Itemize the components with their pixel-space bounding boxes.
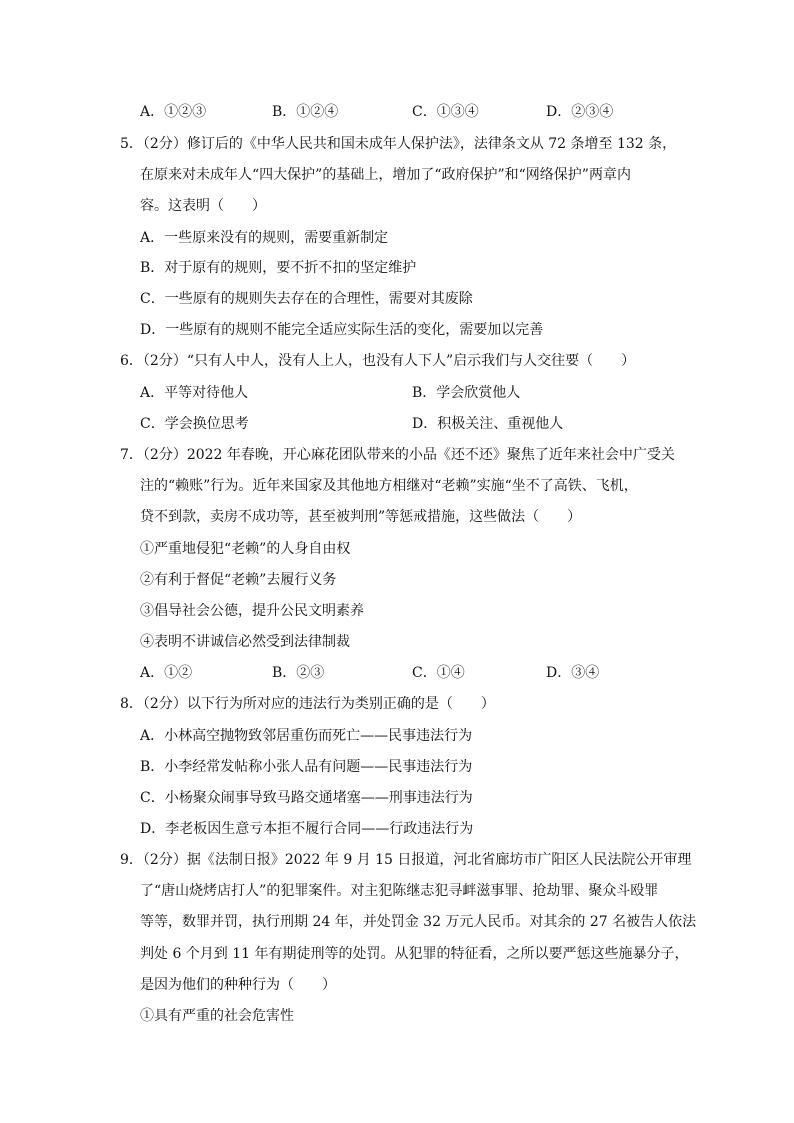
q8-option-b[interactable]: B．小李经常发帖称小张人品有问题——民事违法行为	[140, 759, 473, 775]
q9-stem-line-1: 9．（2分）据《法制日报》2022 年 9 月 15 日报道，河北省廊坊市广阳区人民法院公开审理	[120, 852, 692, 868]
q5-option-b[interactable]: B．对于原有的规则，要不折不扣的坚定维护	[140, 260, 417, 276]
q6-option-a[interactable]: A．平等对待他人	[140, 385, 249, 401]
q8-option-c[interactable]: C．小杨聚众闹事导致马路交通堵塞——刑事违法行为	[140, 790, 473, 806]
q6-option-d[interactable]: D．积极关注、重视他人	[412, 416, 564, 432]
q4-option-b[interactable]: B．①②④	[272, 104, 339, 120]
q9-stem-line-5: 是因为他们的种种行为（ ）	[140, 977, 336, 993]
q9-stem-line-3: 等等，数罪并罚，执行刑期 24 年，并处罚金 32 万元人民币。对其余的 27 名被告人依法	[140, 914, 697, 930]
q6-stem: 6．（2分）“只有人中人，没有人上人，也没有人下人”启示我们与人交往要（ ）	[120, 353, 636, 369]
q8-option-d[interactable]: D．李老板因生意亏本拒不履行合同——行政违法行为	[140, 821, 474, 837]
q7-option-a[interactable]: A．①②	[140, 665, 193, 681]
q4-option-d[interactable]: D．②③④	[546, 104, 614, 120]
q7-stem-line-1: 7．（2分）2022 年春晚，开心麻花团队带来的小品《还不还》聚焦了近年来社会中广受关	[120, 447, 675, 463]
q5-option-a[interactable]: A．一些原来没有的规则，需要重新制定	[140, 230, 389, 246]
q7-stem-line-3: 贷不到款，卖房不成功等，甚至被判刑”等惩戒措施，这些做法（ ）	[140, 509, 582, 525]
q7-stem-line-2: 注的“赖账”行为。近年来国家及其他地方相继对“老赖”实施“坐不了高铁、飞机，	[140, 478, 638, 494]
q6-option-c[interactable]: C．学会换位思考	[140, 416, 249, 432]
q5-option-d[interactable]: D．一些原有的规则不能完全适应实际生活的变化，需要加以完善	[140, 322, 544, 338]
q7-option-d[interactable]: D．③④	[546, 665, 600, 681]
q8-option-a[interactable]: A．小林高空抛物致邻居重伤而死亡——民事违法行为	[140, 728, 473, 744]
q9-item-1: ①具有严重的社会危害性	[140, 1008, 294, 1024]
q7-option-b[interactable]: B．②③	[272, 665, 325, 681]
q9-stem-line-2: 了“唐山烧烤店打人”的犯罪案件。对主犯陈继志犯寻衅滋事罪、抢劫罪、聚众斗殴罪	[140, 883, 659, 899]
q7-item-1: ①严重地侵犯“老赖”的人身自由权	[140, 541, 351, 557]
q4-option-c[interactable]: C．①③④	[412, 104, 479, 120]
q7-item-4: ④表明不讲诚信必然受到法律制裁	[140, 634, 350, 650]
q5-stem-line-2: 在原来对未成年人“四大保护”的基础上，增加了“政府保护”和“网络保护”两章内	[140, 167, 631, 183]
q7-item-2: ②有利于督促“老赖”去履行义务	[140, 572, 337, 588]
q6-option-b[interactable]: B．学会欣赏他人	[412, 385, 521, 401]
q7-item-3: ③倡导社会公德，提升公民文明素养	[140, 603, 364, 619]
q7-option-c[interactable]: C．①④	[412, 665, 465, 681]
q5-stem-line-3: 容。这表明（ ）	[140, 198, 266, 214]
q4-option-a[interactable]: A．①②③	[140, 104, 207, 120]
q8-stem: 8．（2分）以下行为所对应的违法行为类别正确的是（ ）	[120, 696, 495, 712]
q5-stem-line-1: 5．（2分）修订后的《中华人民共和国未成年人保护法》，法律条文从 72 条增至 132 条，	[120, 136, 677, 152]
q9-stem-line-4: 判处 6 个月到 11 年有期徒刑等的处罚。从犯罪的特征看，之所以要严惩这些施暴分子，	[140, 946, 689, 962]
q5-option-c[interactable]: C．一些原有的规则失去存在的合理性，需要对其废除	[140, 291, 473, 307]
